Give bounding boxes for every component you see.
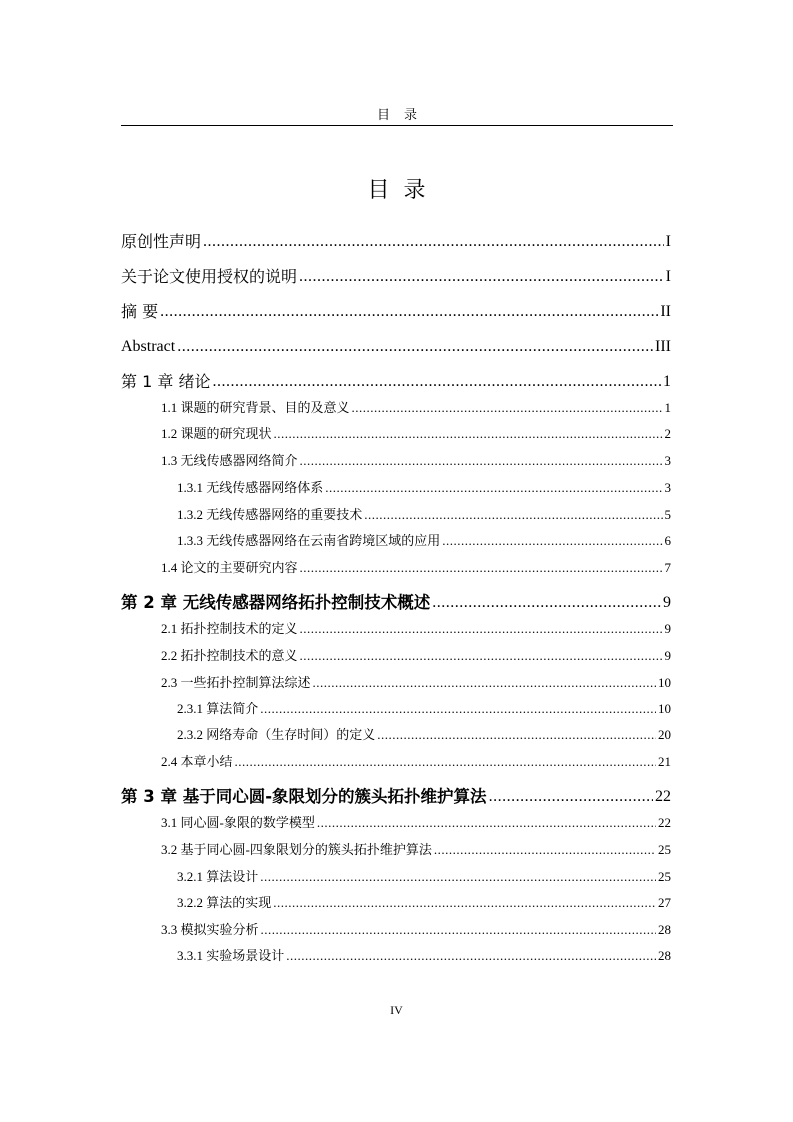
footer-page-number: IV [390, 1003, 403, 1017]
toc-entry-title: 2.4 本章小结 [161, 754, 233, 769]
toc-entry-page: 3 [664, 453, 671, 468]
toc-entry-title: 3.1 同心圆-象限的数学模型 [161, 815, 315, 830]
toc-entry-page: 2 [664, 426, 671, 441]
toc-entry-page: 25 [658, 869, 671, 884]
toc-section-entry[interactable] [177, 946, 671, 966]
toc-section-entry[interactable] [177, 478, 671, 498]
toc-entry-page: I [665, 233, 671, 250]
toc-entry-page: 1 [664, 400, 671, 415]
toc-entry-page: 22 [658, 815, 671, 830]
toc-chapter-entry[interactable] [121, 370, 671, 394]
toc-entry-page: 6 [664, 533, 671, 548]
toc-entry-title: 1.2 课题的研究现状 [161, 426, 272, 441]
toc-entry-title: 3.2.1 算法设计 [177, 869, 259, 884]
toc-section-entry[interactable] [177, 699, 671, 719]
toc-chapter-entry[interactable] [121, 335, 671, 359]
toc-leader-dots [274, 424, 663, 444]
toc-entry-title: 1.4 论文的主要研究内容 [161, 560, 298, 575]
toc-entry-title: 原创性声明 [121, 232, 202, 251]
toc-entry-page: 10 [658, 701, 671, 716]
toc-chapter-entry[interactable] [121, 591, 671, 615]
toc-leader-dots [300, 646, 663, 666]
toc-section-entry[interactable] [161, 920, 671, 940]
toc-section-entry[interactable] [177, 531, 671, 551]
toc-leader-dots [212, 370, 661, 394]
toc-leader-dots [286, 946, 656, 966]
toc-leader-dots [261, 920, 656, 940]
page-title: 目录 [367, 177, 440, 202]
toc-section-entry[interactable] [177, 893, 671, 913]
toc-leader-dots [434, 840, 656, 860]
toc-section-entry[interactable] [161, 398, 671, 418]
toc-section-entry[interactable] [177, 867, 671, 887]
toc-chapter-entry[interactable] [121, 230, 671, 254]
toc-leader-dots [300, 451, 663, 471]
toc-section-entry[interactable] [161, 451, 671, 471]
toc-entry-title: 第 2 章 无线传感器网络拓扑控制技术概述 [121, 593, 431, 612]
toc-section-entry[interactable] [161, 752, 671, 772]
toc-section-entry[interactable] [161, 646, 671, 666]
toc-leader-dots [273, 893, 656, 913]
toc-entry-title: 1.3.3 无线传感器网络在云南省跨境区域的应用 [177, 533, 441, 548]
toc-entry-page: 3 [664, 480, 671, 495]
toc-leader-dots [352, 398, 663, 418]
toc-entry-title: 1.3 无线传感器网络简介 [161, 453, 298, 468]
toc-entry-page: 9 [664, 648, 671, 663]
toc-entry-title: 2.3.1 算法简介 [177, 701, 259, 716]
toc-section-entry[interactable] [161, 424, 671, 444]
toc-entry-title: Abstract [121, 338, 176, 355]
toc-leader-dots [489, 785, 653, 809]
toc-entry-page: II [660, 303, 671, 320]
toc-leader-dots [377, 725, 656, 745]
toc-entry-title: 2.3 一些拓扑控制算法综述 [161, 675, 311, 690]
toc-chapter-entry[interactable] [121, 300, 671, 324]
toc-leader-dots [317, 813, 656, 833]
toc-entry-title: 1.3.1 无线传感器网络体系 [177, 480, 324, 495]
toc-entry-page: 25 [658, 842, 671, 857]
toc-entry-title: 2.3.2 网络寿命（生存时间）的定义 [177, 727, 376, 742]
toc-section-entry[interactable] [177, 505, 671, 525]
toc-entry-title: 2.2 拓扑控制技术的意义 [161, 648, 298, 663]
toc-entry-page: 20 [658, 727, 671, 742]
toc-leader-dots [260, 699, 656, 719]
toc-entry-page: 21 [658, 754, 671, 769]
toc-chapter-entry[interactable] [121, 785, 671, 809]
running-header-title: 目录 [376, 107, 431, 122]
toc-section-entry[interactable] [161, 673, 671, 693]
toc-leader-dots [160, 300, 658, 324]
toc-entry-page: III [655, 338, 671, 355]
toc-entry-title: 1.3.2 无线传感器网络的重要技术 [177, 507, 363, 522]
toc-leader-dots [203, 230, 664, 254]
toc-entry-page: 1 [663, 373, 671, 390]
toc-entry-title: 3.2.2 算法的实现 [177, 895, 272, 910]
toc-entry-title: 2.1 拓扑控制技术的定义 [161, 621, 298, 636]
toc-section-entry[interactable] [177, 725, 671, 745]
toc-leader-dots [364, 505, 662, 525]
toc-entry-page: 5 [664, 507, 671, 522]
toc-entry-title: 3.3 模拟实验分析 [161, 922, 259, 937]
toc-entry-page: 7 [664, 560, 671, 575]
toc-leader-dots [300, 558, 663, 578]
toc-leader-dots [442, 531, 662, 551]
toc-section-entry[interactable] [161, 619, 671, 639]
toc-entry-page: 27 [658, 895, 671, 910]
toc-leader-dots [300, 619, 663, 639]
toc-leader-dots [325, 478, 662, 498]
toc-entry-page: 9 [663, 594, 671, 611]
toc-leader-dots [260, 867, 656, 887]
toc-entry-title: 3.2 基于同心圆-四象限划分的簇头拓扑维护算法 [161, 842, 432, 857]
toc-section-entry[interactable] [161, 558, 671, 578]
toc-entry-page: I [665, 268, 671, 285]
toc-entry-title: 摘 要 [121, 302, 159, 321]
toc-leader-dots [313, 673, 656, 693]
toc-leader-dots [235, 752, 656, 772]
toc-leader-dots [177, 335, 653, 359]
toc-entry-page: 28 [658, 948, 671, 963]
toc-entry-page: 28 [658, 922, 671, 937]
toc-leader-dots [432, 591, 661, 615]
toc-entry-title: 1.1 课题的研究背景、目的及意义 [161, 400, 350, 415]
toc-section-entry[interactable] [161, 840, 671, 860]
toc-entry-title: 关于论文使用授权的说明 [121, 267, 298, 286]
toc-entry-title: 第 3 章 基于同心圆-象限划分的簇头拓扑维护算法 [121, 787, 487, 806]
toc-section-entry[interactable] [161, 813, 671, 833]
toc-entry-page: 9 [664, 621, 671, 636]
toc-chapter-entry[interactable] [121, 265, 671, 289]
toc-entry-title: 3.3.1 实验场景设计 [177, 948, 285, 963]
toc-entry-page: 22 [655, 788, 671, 805]
toc-leader-dots [299, 265, 664, 289]
toc-entry-page: 10 [658, 675, 671, 690]
toc-entry-title: 第 1 章 绪论 [121, 372, 211, 391]
